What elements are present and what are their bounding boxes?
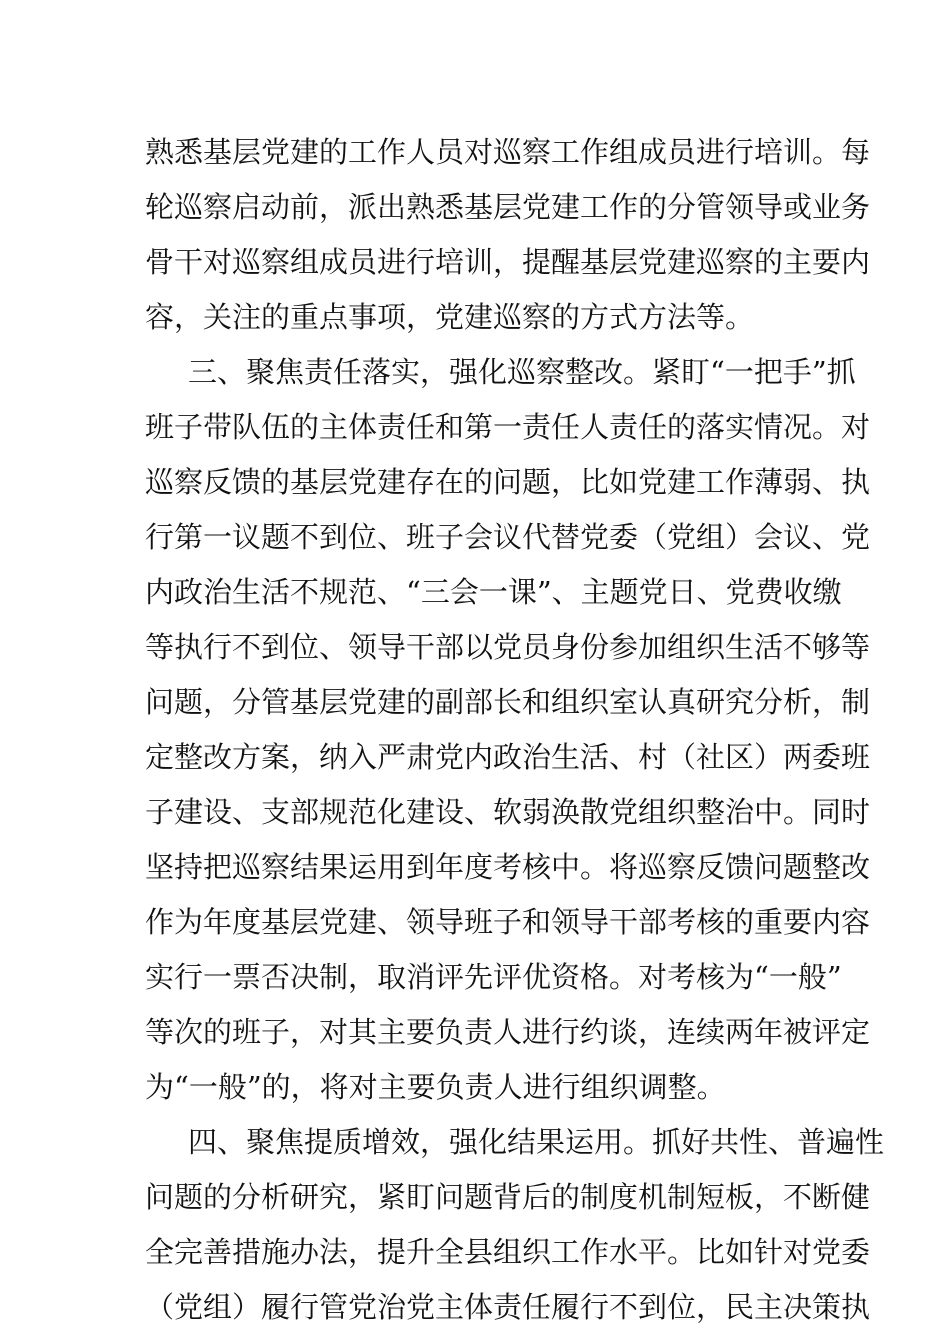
text-line: 等次的班子，对其主要负责人进行约谈，连续两年被评定 [145,1015,871,1049]
text-line: 熟悉基层党建的工作人员对巡察工作组成员进行培训。每 [145,135,871,169]
text-line: 轮巡察启动前，派出熟悉基层党建工作的分管领导或业务 [145,190,871,224]
text-line: 问题，分管基层党建的副部长和组织室认真研究分析，制 [145,685,871,719]
text-line: 作为年度基层党建、领导班子和领导干部考核的重要内容 [145,905,871,939]
text-line: 实行一票否决制，取消评先评优资格。对考核为“一般” [145,960,842,994]
text-line: 行第一议题不到位、班子会议代替党委（党组）会议、党 [145,520,871,554]
text-line: 为“一般”的，将对主要负责人进行组织调整。 [145,1070,726,1104]
text-line: 坚持把巡察结果运用到年度考核中。将巡察反馈问题整改 [145,850,871,884]
text-line: 全完善措施办法，提升全县组织工作水平。比如针对党委 [145,1235,871,1269]
text-line: 等执行不到位、领导干部以党员身份参加组织生活不够等 [145,630,871,664]
text-line: 巡察反馈的基层党建存在的问题，比如党建工作薄弱、执 [145,465,871,499]
text-line: 定整改方案，纳入严肃党内政治生活、村（社区）两委班 [145,740,871,774]
text-line: 骨干对巡察组成员进行培训，提醒基层党建巡察的主要内 [145,245,871,279]
text-line: （党组）履行管党治党主体责任履行不到位，民主决策执 [145,1290,871,1324]
text-line: 班子带队伍的主体责任和第一责任人责任的落实情况。对 [145,410,871,444]
text-line: 容，关注的重点事项，党建巡察的方式方法等。 [145,300,755,334]
text-line: 子建设、支部规范化建设、软弱涣散党组织整治中。同时 [145,795,871,829]
text-line: 问题的分析研究，紧盯问题背后的制度机制短板，不断健 [145,1180,871,1214]
paragraph-heading-3: 三、聚焦责任落实，强化巡察整改。紧盯“一把手”抓 [188,355,856,389]
text-line: 内政治生活不规范、“三会一课”、主题党日、党费收缴 [145,575,842,609]
paragraph-heading-4: 四、聚焦提质增效，强化结果运用。抓好共性、普遍性 [188,1125,885,1159]
